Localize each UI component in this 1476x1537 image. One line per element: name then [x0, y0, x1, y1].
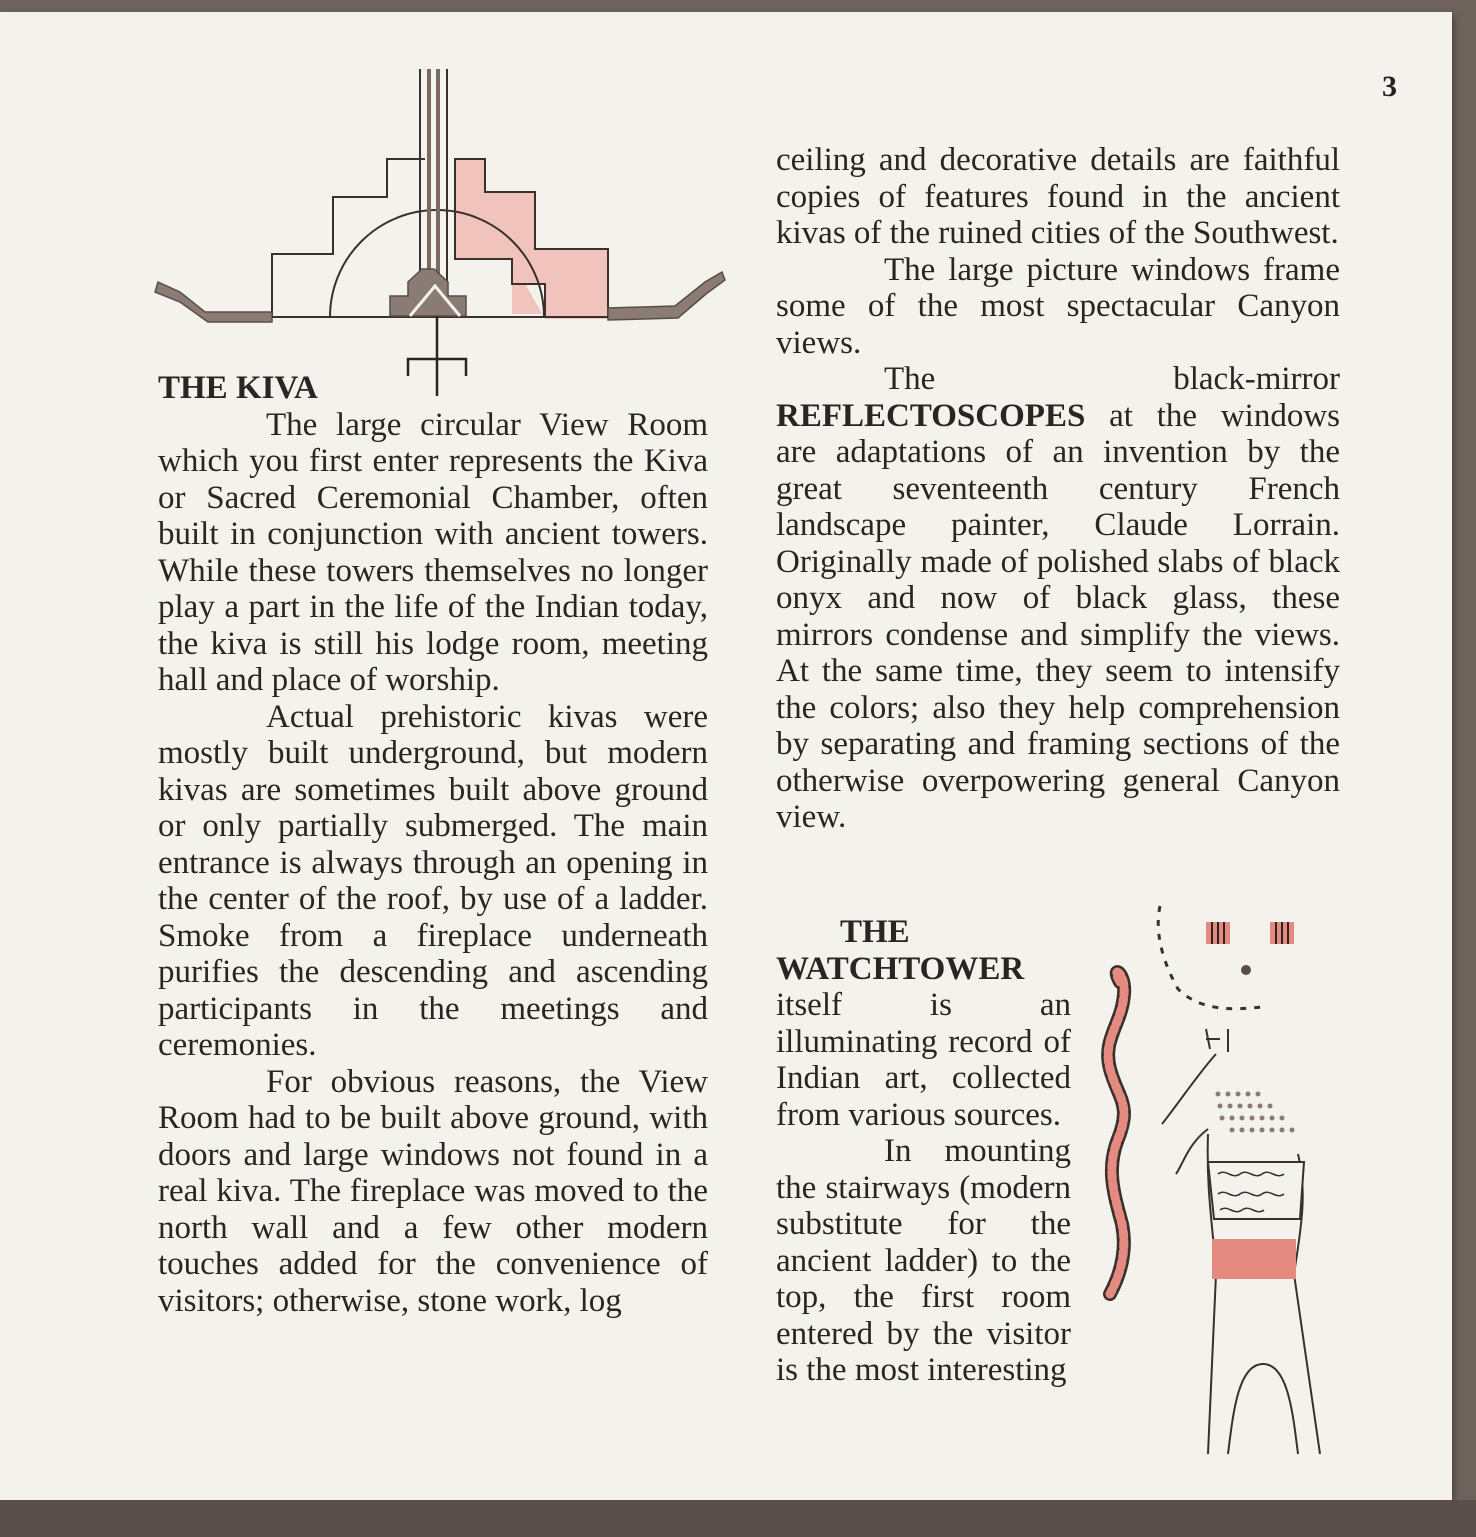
kiva-paragraph-2: Actual prehistoric kivas were mostly built underground, but modern kivas are sometimes built above ground or only partially submerged. The main entrance is always through an opening in the center of the roof, by use of a ladder. Smoke from a fireplace underneath purifies the descending and ascending participants in the meetings and ceremonies. [158, 698, 708, 1063]
reflectoscopes-intro: The black-mirror [884, 361, 1340, 397]
watchtower-paragraph [776, 914, 1071, 1133]
kiva-heading: THE KIVA [158, 370, 318, 406]
watchtower-text: itself is an illuminating record of Indian art, collected from various sources. [776, 987, 1071, 1133]
reflectoscopes-text: at the windows are adaptations of an invention by the great seventeenth century French landscape painter, Claude Lorrain. Originally made of polished slabs of black onyx and now of black glass, these mirrors condense and simplify the views. At the same time, they seem to intensify the colors; also they help comprehension by separating and framing sections of the otherwise overpowering general Canyon view. [776, 397, 1340, 835]
windows-paragraph: The large picture windows frame some of the most spectacular Canyon views. [776, 251, 1340, 361]
kiva-section [158, 370, 708, 1319]
bottom-shadow [0, 1500, 1476, 1537]
continued-paragraph: ceiling and decorative details are faithful copies of features found in the ancient kivas of the ruined cities of the Southwest. [776, 142, 1340, 251]
right-column [776, 142, 1340, 836]
kiva-paragraph-3: For obvious reasons, the View Room had to be built above ground, with doors and large windows not found in a real kiva. The fireplace was moved to the north wall and a few other modern touches added for the convenience of visitors; otherwise, stone work, log [158, 1063, 708, 1319]
reflectoscopes-term: REFLECTOSCOPES [776, 397, 1086, 434]
kiva-paragraph-1: The large circular View Room which you first enter represents the Kiva or Sacred Ceremonial Chamber, often built in conjunction with ancient towers. While these towers themselves no longer play a part in the life of the Indian today, the kiva is still his lodge room, meeting hall and place of worship. [158, 406, 708, 698]
kiva-illustration [150, 64, 730, 404]
watchtower-section [776, 914, 1071, 1389]
watchtower-term: THE WATCHTOWER [776, 914, 1025, 987]
snake-figure-illustration [1088, 894, 1348, 1474]
reflectoscopes-paragraph [776, 361, 1340, 836]
stairways-paragraph: In mounting the stairways (modern substitute for the ancient ladder) to the top, the first room entered by the visitor is the most interesting [776, 1133, 1071, 1388]
book-page [0, 12, 1452, 1500]
page-number: 3 [1382, 70, 1397, 103]
